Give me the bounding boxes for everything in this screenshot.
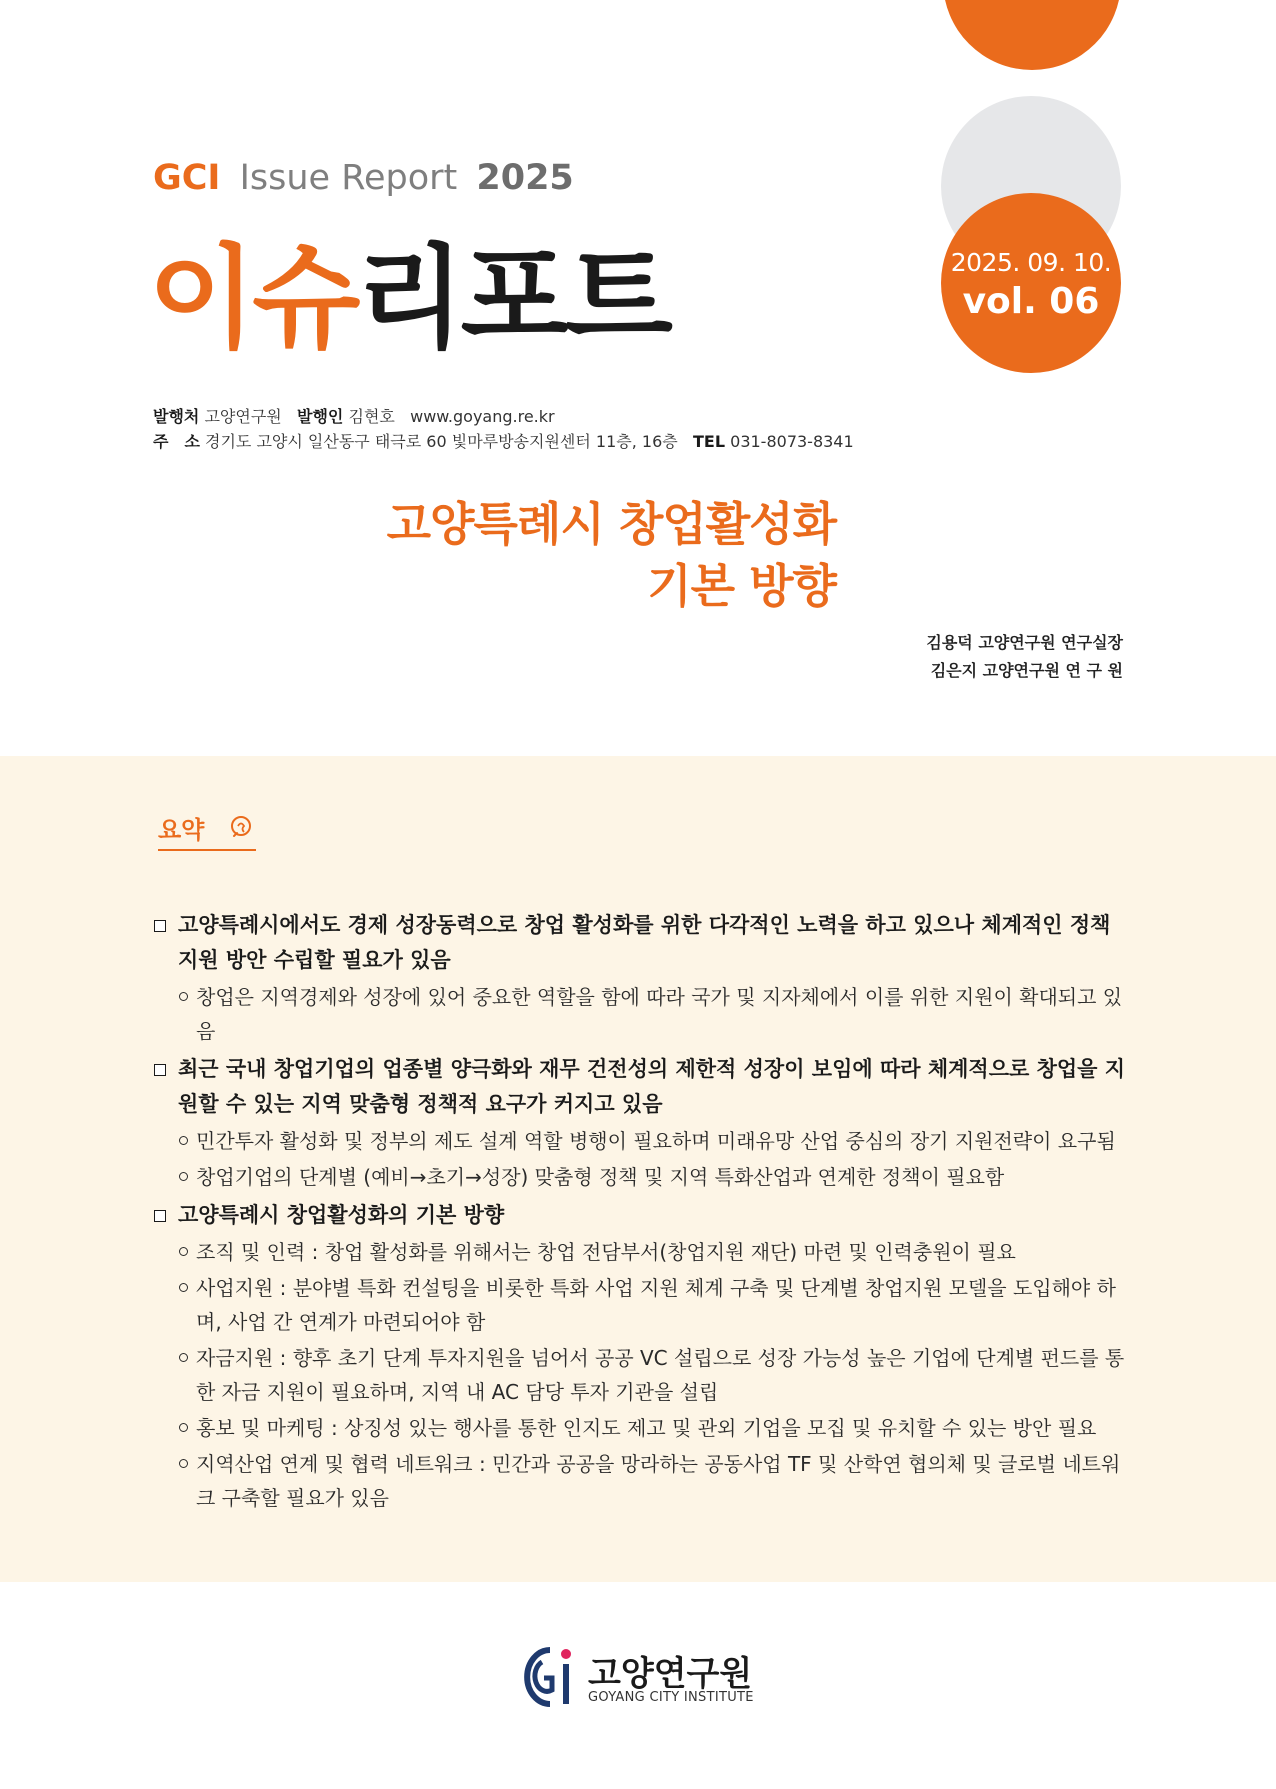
- summary-subpoint: 홍보 및 마케팅 : 상징성 있는 행사를 통한 인지도 제고 및 관외 기업을 모집 및 유치할 수 있는 방안 필요: [152, 1411, 1130, 1445]
- summary-point-3: 고양특례시 창업활성화의 기본 방향: [152, 1198, 1130, 1233]
- report-title-line2: 기본 방향: [647, 559, 836, 613]
- publisher-name: 고양연구원: [204, 407, 282, 426]
- institute-name-english: GOYANG CITY INSTITUTE: [588, 1690, 754, 1705]
- summary-point-1: 고양특례시에서도 경제 성장동력으로 창업 활성화를 위한 다각적인 노력을 하고 있으나 체계적인 정책지원 방안 수립할 필요가 있음: [152, 908, 1130, 978]
- summary-subpoint: 자금지원 : 향후 초기 단계 투자지원을 넘어서 공공 VC 설립으로 성장 가능성 높은 기업에 단계별 펀드를 통한 자금 지원이 필요하며, 지역 내 AC 담당 투자 기관을 설립: [152, 1341, 1130, 1409]
- tel-label: TEL: [693, 432, 726, 451]
- institute-name-korean: 고양연구원: [588, 1654, 753, 1694]
- issuer-name: 김현호: [348, 407, 395, 426]
- issue-date: 2025. 09. 10.: [950, 248, 1112, 277]
- decorative-orange-circle-top: [943, 0, 1121, 70]
- publisher-line: [153, 404, 555, 427]
- summary-section: [0, 756, 1276, 1582]
- author-1: 김용덕 고양연구원 연구실장: [926, 633, 1123, 652]
- summary-subpoint: 창업은 지역경제와 성장에 있어 중요한 역할을 함에 따라 국가 및 지자체에서 이를 위한 지원이 확대되고 있음: [152, 980, 1130, 1048]
- summary-list: [152, 904, 1130, 1515]
- address: 경기도 고양시 일산동구 태극로 60 빛마루방송지원센터 11층, 16층: [205, 432, 678, 451]
- publication-title: [148, 234, 669, 364]
- publication-title-orange: 이슈: [148, 234, 357, 364]
- address-line: [153, 429, 854, 452]
- lightbulb-icon: [228, 814, 254, 840]
- publisher-label: 발행처: [153, 407, 200, 426]
- summary-subpoint: 조직 및 인력 : 창업 활성화를 위해서는 창업 전담부서(창업지원 재단) 마련 및 인력충원이 필요: [152, 1235, 1130, 1269]
- series-issue-report: Issue Report: [239, 158, 458, 198]
- website: www.goyang.re.kr: [410, 407, 555, 426]
- summary-heading: [158, 810, 256, 851]
- series-gci: GCI: [153, 158, 221, 198]
- summary-subpoint: 지역산업 연계 및 협력 네트워크 : 민간과 공공을 망라하는 공동사업 TF 및 산학연 협의체 및 글로벌 네트워크 구축할 필요가 있음: [152, 1447, 1130, 1515]
- gci-logo-mark: [520, 1642, 580, 1712]
- tel-number: 031-8073-8341: [730, 432, 854, 451]
- summary-subpoint: 창업기업의 단계별 (예비→초기→성장) 맞춤형 정책 및 지역 특화산업과 연계한 정책이 필요함: [152, 1160, 1130, 1194]
- summary-subpoint: 민간투자 활성화 및 정부의 제도 설계 역할 병행이 필요하며 미래유망 산업 중심의 장기 지원전략이 요구됨: [152, 1124, 1130, 1158]
- issue-date-badge: [941, 193, 1121, 373]
- summary-heading-label: 요약: [158, 816, 205, 844]
- report-title-line1: 고양특례시 창업활성화: [386, 497, 836, 551]
- issuer-label: 발행인: [297, 407, 344, 426]
- issue-volume: vol. 06: [962, 281, 1100, 322]
- series-year: 2025: [476, 158, 574, 198]
- institute-logo: [520, 1642, 760, 1712]
- author-2: 김은지 고양연구원 연 구 원: [930, 661, 1123, 680]
- summary-subpoint: 사업지원 : 분야별 특화 컨설팅을 비롯한 특화 사업 지원 체계 구축 및 단계별 창업지원 모델을 도입해야 하며, 사업 간 연계가 마련되어야 함: [152, 1271, 1130, 1339]
- address-label: 주 소: [153, 432, 200, 451]
- summary-point-2: 최근 국내 창업기업의 업종별 양극화와 재무 건전성의 제한적 성장이 보임에 따라 체계적으로 창업을 지원할 수 있는 지역 맞춤형 정책적 요구가 커지고 있음: [152, 1052, 1130, 1122]
- publication-title-black: 리포트: [356, 234, 669, 364]
- series-header: [153, 158, 574, 198]
